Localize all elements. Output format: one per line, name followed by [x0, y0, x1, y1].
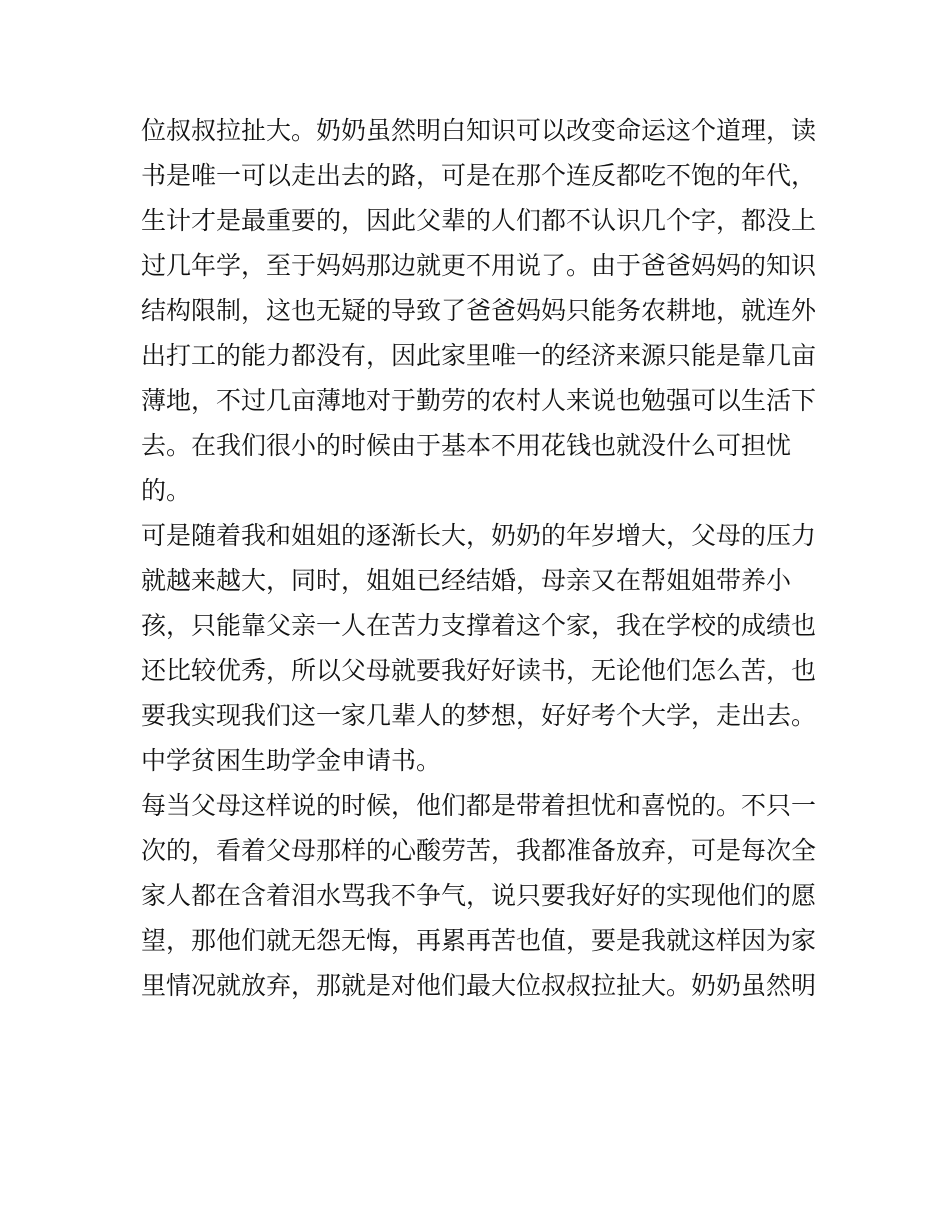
text-line: 过几年学，至于妈妈那边就更不用说了。由于爸爸妈妈的知识 [141, 251, 817, 280]
paragraph [141, 108, 831, 513]
text-line: 结构限制，这也无疑的导致了爸爸妈妈只能务农耕地，就连外 [141, 296, 817, 325]
text-line: 每当父母这样说的时候，他们都是带着担忧和喜悦的。不只一 [141, 791, 817, 820]
text-line: 次的，看着父母那样的心酸劳苦，我都准备放弃，可是每次全 [141, 836, 817, 865]
text-line: 要我实现我们这一家几辈人的梦想，好好考个大学，走出去。 [141, 701, 817, 730]
paragraph [141, 783, 831, 1008]
paragraph [141, 738, 831, 783]
text-line: 就越来越大，同时，姐姐已经结婚，母亲又在帮姐姐带养小 [141, 566, 792, 595]
text-line: 的。 [141, 476, 192, 505]
text-line: 家人都在含着泪水骂我不争气，说只要我好好的实现他们的愿 [141, 881, 817, 910]
text-line: 望，那他们就无怨无悔，再累再苦也值，要是我就这样因为家 [141, 926, 817, 955]
text-line: 书是唯一可以走出去的路，可是在那个连反都吃不饱的年代， [141, 161, 817, 190]
text-line: 出打工的能力都没有，因此家里唯一的经济来源只能是靠几亩 [141, 341, 817, 370]
text-line: 中学贫困生助学金申请书。 [141, 746, 442, 775]
text-line: 里情况就放弃，那就是对他们最大位叔叔拉扯大。奶奶虽然明 [141, 971, 817, 1000]
text-line: 孩，只能靠父亲一人在苦力支撑着这个家，我在学校的成绩也 [141, 611, 817, 640]
text-line: 可是随着我和姐姐的逐渐长大，奶奶的年岁增大，父母的压力 [141, 521, 817, 550]
text-line: 位叔叔拉扯大。奶奶虽然明白知识可以改变命运这个道理，读 [141, 116, 817, 145]
document-body [141, 108, 831, 1008]
text-line: 薄地，不过几亩薄地对于勤劳的农村人来说也勉强可以生活下 [141, 386, 817, 415]
paragraph [141, 513, 831, 738]
text-line: 生计才是最重要的，因此父辈的人们都不认识几个字，都没上 [141, 206, 817, 235]
text-line: 还比较优秀，所以父母就要我好好读书，无论他们怎么苦，也 [141, 656, 817, 685]
text-line: 去。在我们很小的时候由于基本不用花钱也就没什么可担忧 [141, 431, 792, 460]
